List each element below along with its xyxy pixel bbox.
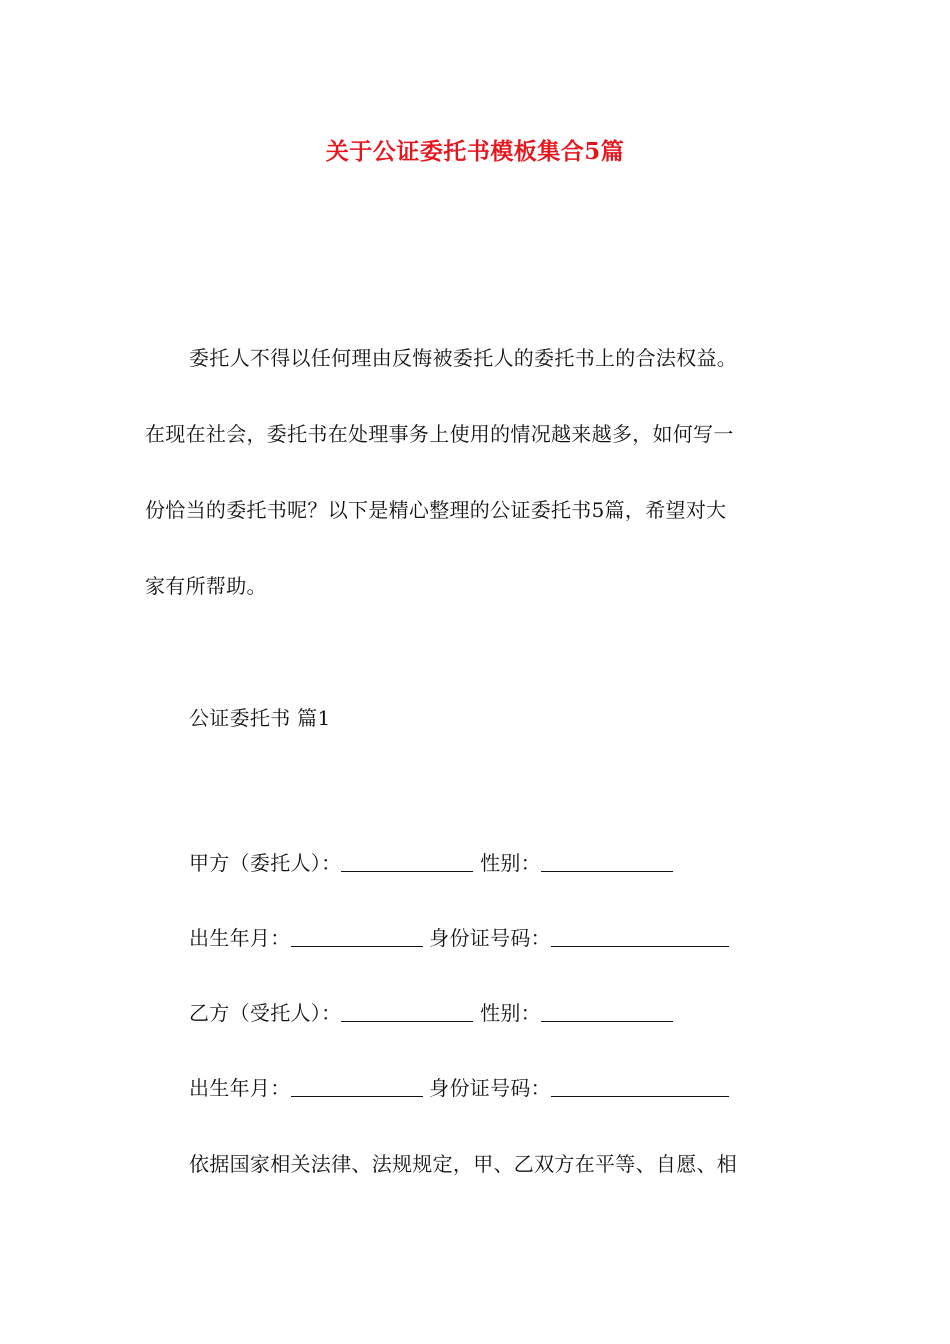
body-text-line: 依据国家相关法律、法规规定，甲、乙双方在平等、自愿、相 bbox=[189, 1152, 738, 1176]
intro-line: 在现在社会，委托书在处理事务上使用的情况越来越多，如何写一 bbox=[145, 422, 734, 446]
party-a-gender-blank bbox=[541, 871, 673, 872]
birth-label: 出生年月： bbox=[189, 926, 291, 950]
id-label: 身份证号码： bbox=[429, 926, 551, 950]
intro-line: 委托人不得以任何理由反悔被委托人的委托书上的合法权益。 bbox=[189, 346, 738, 370]
intro-paragraph bbox=[145, 320, 810, 624]
party-a-line bbox=[189, 845, 673, 881]
id-label: 身份证号码： bbox=[429, 1076, 551, 1100]
party-b-label: 乙方（受托人）： bbox=[189, 1001, 342, 1025]
party-a-label: 甲方（委托人）： bbox=[189, 851, 342, 875]
party-a-birth-line bbox=[189, 920, 729, 956]
party-b-birth-line bbox=[189, 1070, 729, 1106]
intro-line: 份恰当的委托书呢？以下是精心整理的公证委托书5篇，希望对大 bbox=[145, 498, 727, 522]
party-b-name-blank bbox=[341, 1021, 473, 1022]
party-a-birth-blank bbox=[291, 946, 423, 947]
gender-label: 性别： bbox=[480, 1001, 541, 1025]
party-b-birth-blank bbox=[291, 1096, 423, 1097]
document-title: 关于公证委托书模板集合5篇 bbox=[325, 138, 625, 165]
gender-label: 性别： bbox=[480, 851, 541, 875]
party-a-id-blank bbox=[551, 946, 729, 947]
party-b-id-blank bbox=[551, 1096, 729, 1097]
party-b-gender-blank bbox=[541, 1021, 673, 1022]
party-a-name-blank bbox=[341, 871, 473, 872]
birth-label: 出生年月： bbox=[189, 1076, 291, 1100]
intro-line: 家有所帮助。 bbox=[145, 574, 267, 598]
section-heading: 公证委托书 篇1 bbox=[189, 706, 331, 730]
party-b-line bbox=[189, 995, 673, 1031]
